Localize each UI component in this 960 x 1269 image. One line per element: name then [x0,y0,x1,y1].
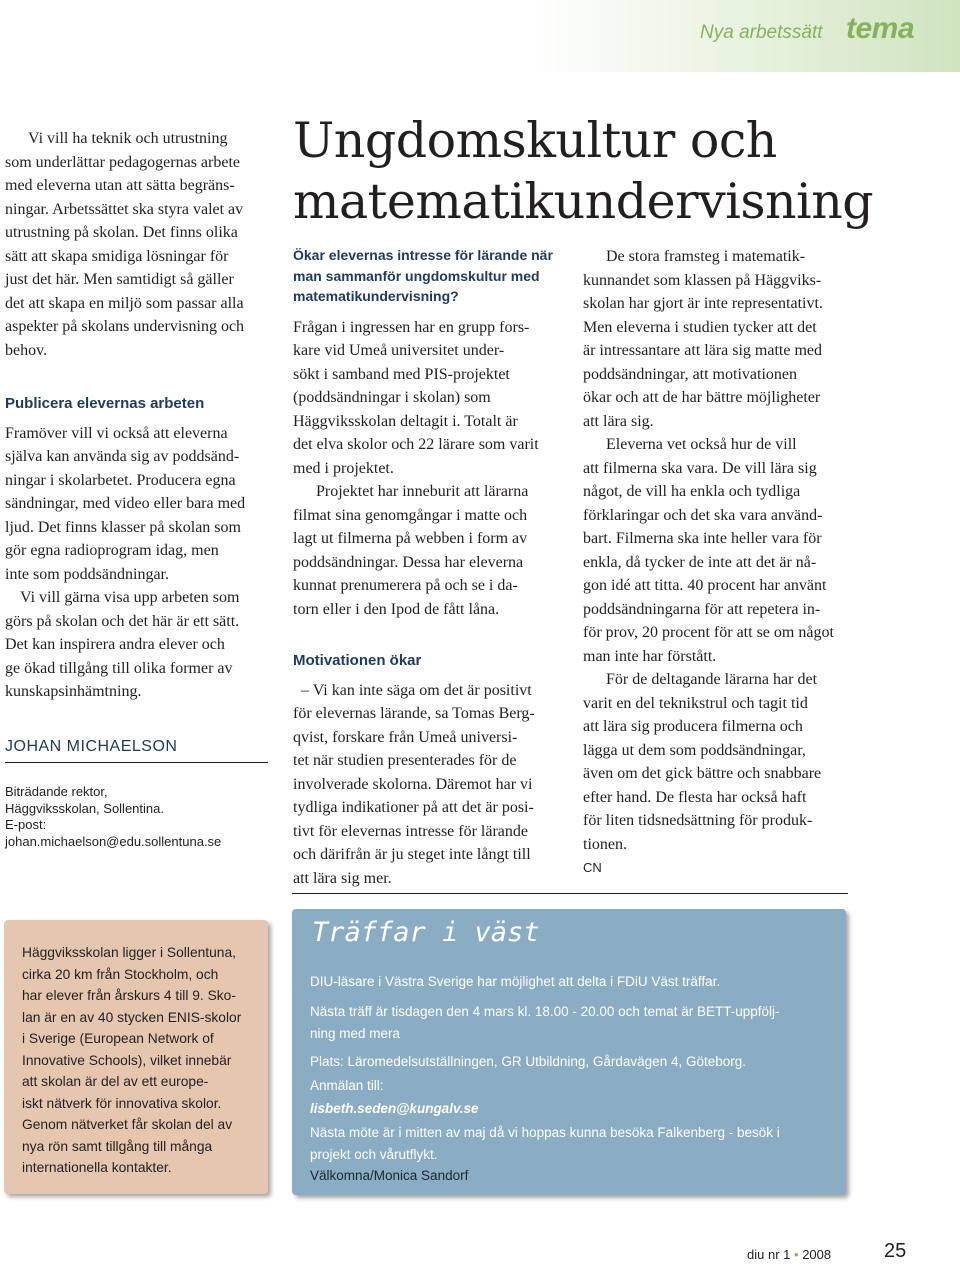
text-line: bart. Filmerna ska inte heller vara för [583,530,822,547]
author-email[interactable]: johan.michaelson@edu.sollentuna.se [5,833,222,849]
text-line: För de deltagande lärarna har det [606,671,818,688]
article-title [293,110,953,232]
text-line: görs på skolan och det här är ett sätt. [5,612,240,630]
text-line: Projektet har inneburit att lärarna [316,483,529,500]
text-line: tionen. [583,835,627,853]
text-line: för liten tidsnedsättning för produk- [583,812,813,829]
author-title: Biträdande rektor, [5,784,108,799]
text-line: filmat sina genomgångar i matte och [293,506,528,524]
page-number: 25 [884,1240,907,1262]
text-line: för elevernas lärande, sa Tomas Berg- [293,705,535,722]
event-signup-label: Anmälan till: [310,1077,384,1093]
text-line: inte som poddsändningar. [5,565,169,583]
text-line: cirka 20 km från Stockholm, och [22,966,219,982]
text-line: sökt i samband med PIS-projektet [293,365,510,383]
text-line: iskt nätverk för innovativa skolor. [22,1095,222,1111]
event-later-meeting [310,1122,830,1165]
text-line: ningar i skolarbetet. Producera egna [5,471,236,489]
author-name: JOHAN MICHAELSON [5,738,268,763]
text-line: att lära sig. [583,412,654,430]
text-line: nya rön samt tillgång till många [22,1138,213,1154]
text-line: De stora framsteg i matematik- [606,248,806,265]
text-line: Nästa möte är i mitten av maj då vi hoppas kunna besöka Falkenberg - besök i [310,1125,780,1141]
intro-paragraph [5,127,268,362]
footer-magazine: diu nr 1 [747,1247,791,1262]
text-line: lägga ut dem som poddsändningar, [583,741,806,759]
text-line: kunnandet som klassen på Häggviks- [583,271,822,289]
text-line: utrustning på skolan. Det finns olika [5,224,238,241]
text-line: som underlättar pedagogernas arbete [5,153,241,171]
text-line: behov. [5,341,48,359]
text-line: man sammanför ungdomskultur med [293,267,540,284]
footer-year: 2008 [802,1247,832,1262]
text-line: – Vi kan inte säga om det är positivt [301,681,532,699]
text-line: för prov, 20 procent för att se om något [583,624,834,641]
text-line: gör egna radioprogram idag, men [5,542,219,559]
text-line: i Sverige (European Network of [22,1031,214,1046]
event-place: Plats: Läromedelsutställningen, GR Utbildning, Gårdavägen 4, Göteborg. [310,1053,747,1069]
text-line: kunskapsinhämtning. [5,683,142,700]
event-closing: Välkomna/Monica Sandorf [310,1167,469,1183]
text-line: Häggviksskolan deltagit i. Totalt är [293,412,518,430]
text-line: internationella kontakter. [22,1160,172,1175]
author-email-label: E-post: [5,817,47,832]
paragraph [583,433,855,668]
text-line: Vi vill ha teknik och utrustning [28,130,228,147]
title-line: Ungdomskultur och [293,112,777,169]
text-line: Men eleverna i studien tycker att det [583,318,817,336]
fact-box [4,920,268,1194]
text-line: har elever från årskurs 4 till 9. Sko- [22,988,236,1003]
text-line: Nästa träff är tisdagen den 4 mars kl. 18.00 - 20.00 och temat är BETT-uppfölj- [310,1004,780,1020]
divider [292,893,848,894]
paragraph [293,316,565,481]
text-line: sändningar, med video eller bara med [5,495,246,512]
paragraph [5,586,268,704]
text-line: med eleverna utan att sätta begräns- [5,177,235,194]
paragraph [5,422,268,587]
text-line: Det kan inspirera andra elever och [5,636,225,653]
text-line: (poddsändningar i skolan) som [293,389,491,406]
text-line: Framöver vill vi också att eleverna [5,424,228,442]
text-line: ningar. Arbetssättet ska styra valet av [5,200,244,218]
subheading-publicera: Publicera elevernas arbeten [5,395,205,412]
text-line: gon idé att titta. 40 procent har använt [583,577,827,594]
text-line: kare vid Umeå universitet under- [293,342,505,359]
text-line: Eleverna vet också hur de vill [606,436,797,453]
text-line: poddsändningar, att motivationen [583,365,797,383]
text-line: aspekter på skolans undervisning och [5,318,245,335]
text-line: ljud. Det finns klasser på skolan som [5,518,241,536]
author-school: Häggviksskolan, Sollentina. [5,800,164,816]
paragraph [583,668,855,856]
text-line: att lära sig producera filmerna och [583,718,803,735]
text-line: poddsändningarna för att repetera in- [583,600,821,618]
paragraph [293,480,565,621]
event-title: Träffar i väst [312,917,540,948]
text-line: involverade skolorna. Däremot har vi [293,775,533,793]
text-line: förklaringar och det ska vara använd- [583,506,823,524]
text-line: torn eller i den Ipod de fått låna. [293,600,500,618]
text-line: och därifrån är ju steget inte långt till [293,846,531,863]
right-column [583,245,855,880]
text-line: varit en del teknikstrul och tagit tid [583,694,808,712]
tema-label: tema [846,12,915,45]
text-line: sätt att skapa smidiga lösningar för [5,247,229,265]
text-line: poddsändningar. Dessa har eleverna [293,553,524,571]
text-line: ökar och att de har bättre möjligheter [583,389,821,406]
text-line: enkla, då tycker de inte att det är nå- [583,553,817,571]
event-intro: DIU-läsare i Västra Sverige har möjlighet att delta i FDiU Väst träffar. [310,974,721,989]
text-line: Genom nätverket får skolan del av [22,1117,233,1132]
text-line: just det här. Men samtidigt så gäller [5,271,234,288]
title-line: matematikundervisning [293,173,874,230]
text-line: man inte har förstått. [583,647,717,665]
text-line: Vi vill gärna visa upp arbeten som [20,589,240,606]
text-line: tet när studien presenterades för de [293,752,517,769]
section-label: Nya arbetssätt [700,22,823,43]
footer [747,1247,831,1262]
text-line: ning med mera [310,1025,401,1041]
text-line: Innovative Schools), vilket innebär [22,1052,232,1068]
left-column [5,127,268,704]
author-info [5,784,268,850]
text-line: tydliga indikationer på att det är posi- [293,799,534,816]
text-line: det elva skolor och 22 lärare som varit [293,436,539,453]
text-line: att skolan är del av ett europe- [22,1074,209,1089]
text-line: lan är en av 40 stycken ENIS-skolor [22,1009,242,1025]
text-line: tivt för elevernas intresse för lärande [293,822,529,840]
text-line: även om det gick bättre och snabbare [583,765,822,782]
text-line: det att skapa en miljö som passar alla [5,294,244,312]
text-line: något, de vill ha enkla och tydliga [583,483,801,500]
text-line: Frågan i ingressen har en grupp fors- [293,318,530,336]
text-line: matematikundervisning? [293,288,459,304]
event-box [292,909,846,1195]
text-line: att filmerna ska vara. De vill lära sig [583,459,817,477]
subheading-motivationen: Motivationen ökar [293,652,422,669]
footer-separator: • [794,1247,799,1262]
text-line: projekt och vårutflykt. [310,1146,438,1162]
text-line: skolan har gjort är inte representativt. [583,295,823,312]
text-line: med i projektet. [293,459,394,477]
text-line: qvist, forskare från Umeå universi- [293,728,518,746]
event-body [310,971,830,1189]
paragraph [583,245,855,433]
fact-box-text [22,942,260,1179]
text-line: kunnat prenumerera på och se i da- [293,577,518,594]
article-lead [293,245,565,307]
text-line: själva kan använda sig av poddsänd- [5,448,240,465]
event-signup-email[interactable]: lisbeth.seden@kungalv.se [310,1101,479,1117]
text-line: lagt ut filmerna på webben i form av [293,530,528,547]
text-line: är intressantare att lära sig matte med [583,342,823,359]
text-line: Ökar elevernas intresse för lärande när [293,247,553,263]
text-line: ge ökad tillgång till olika former av [5,659,233,677]
article-signature: CN [583,860,602,875]
text-line: Häggviksskolan ligger i Sollentuna, [22,945,236,960]
event-next-meeting [310,1001,830,1044]
text-line: att lära sig mer. [293,869,392,887]
text-line: efter hand. De flesta har också haft [583,788,807,806]
paragraph [293,679,565,891]
middle-column [293,245,565,890]
